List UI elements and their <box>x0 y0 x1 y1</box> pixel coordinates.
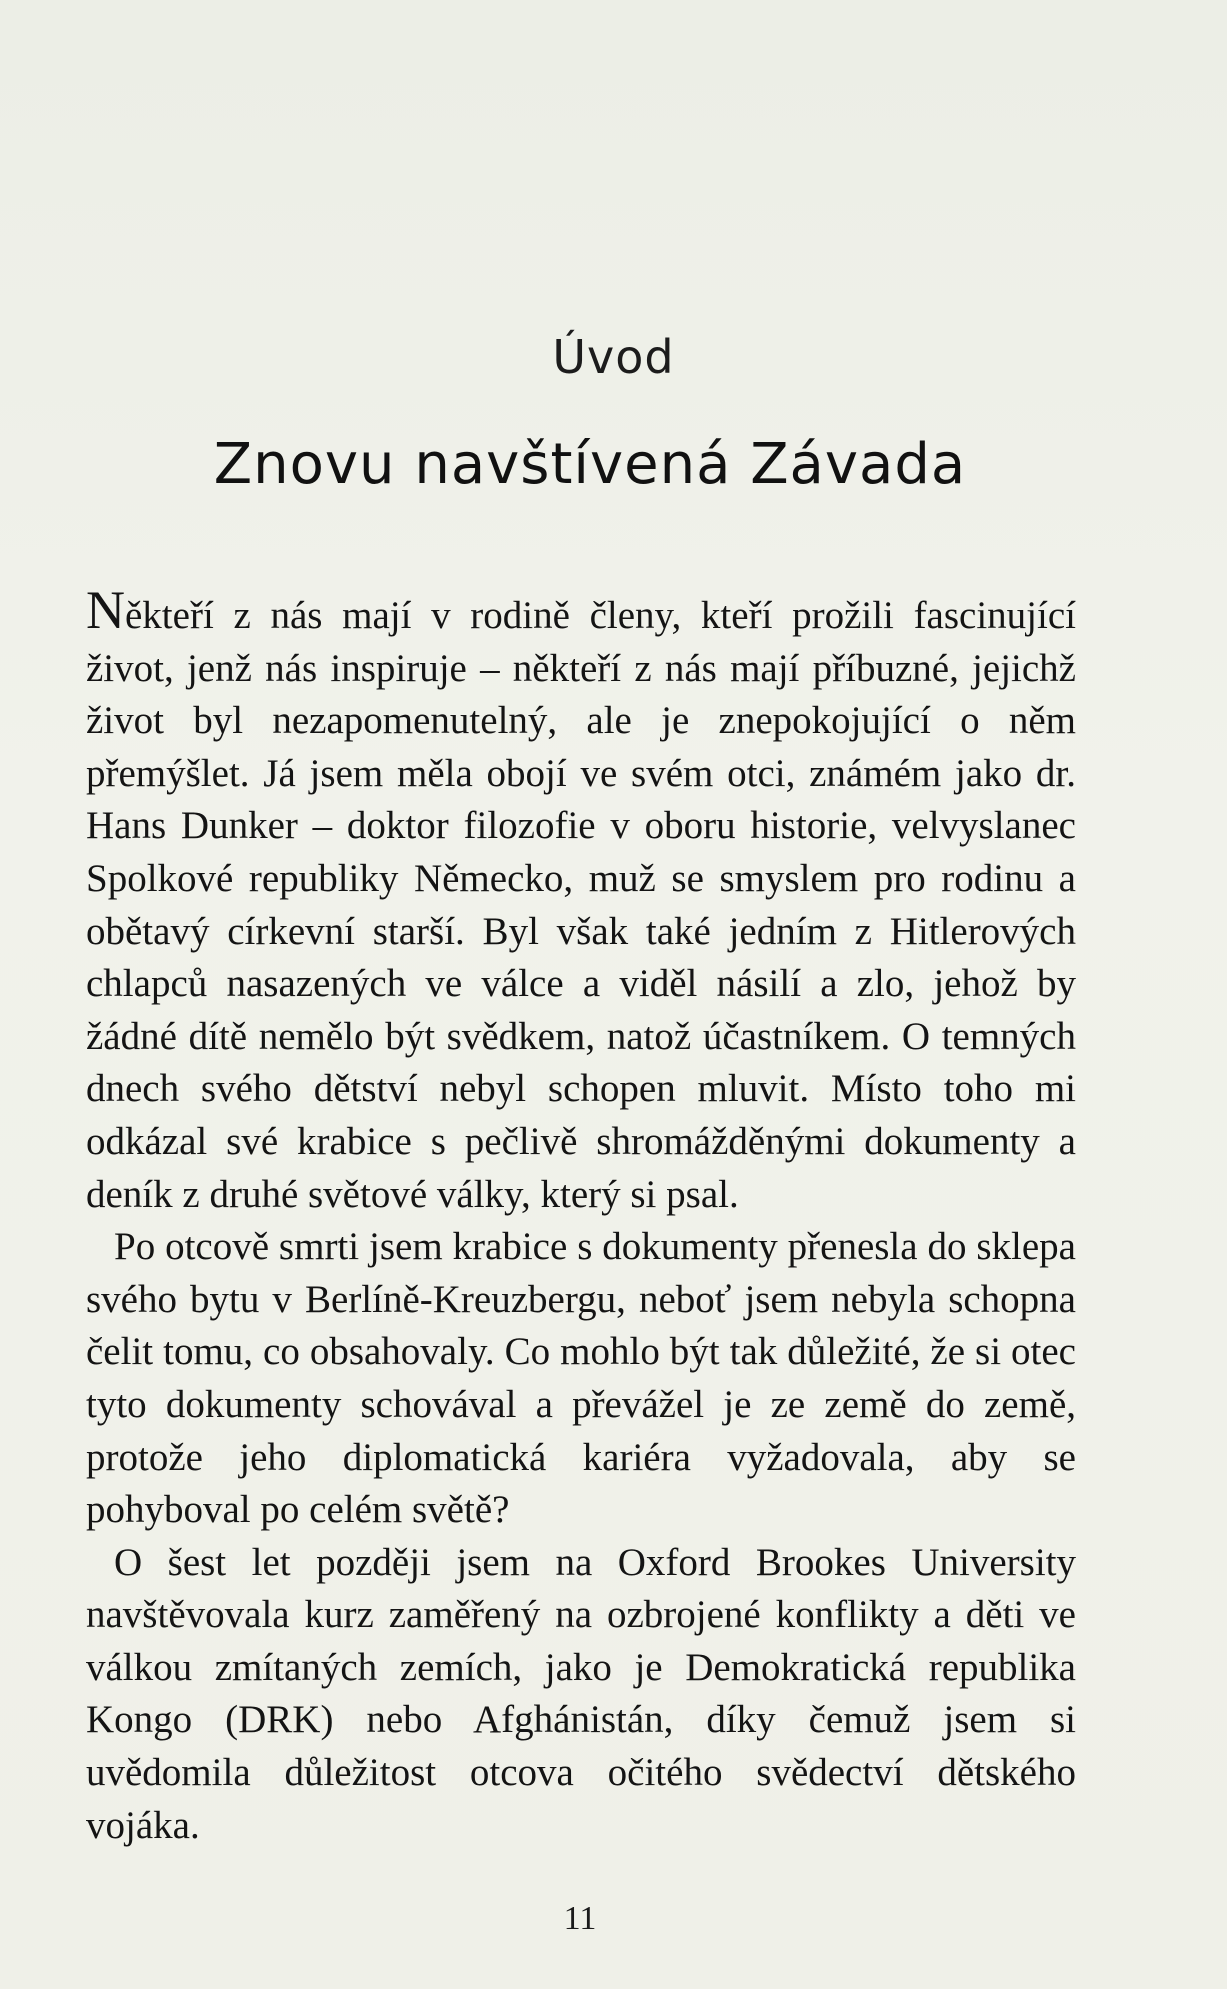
body-text <box>86 580 1076 1852</box>
chapter-title: Znovu navštívená Závada <box>213 432 967 497</box>
paragraph-1-text: ěkteří z nás mají v rodině členy, kteří prožili fascinující život, jenž nás inspiruje – někteří z nás mají příbuzné, jejichž život byl nezapomenutelný, ale je znepokojující o něm přemýšlet. Já jsem měla obojí ve svém otci, známém jako dr. Hans Dunker – doktor filozofie v oboru historie, velvyslanec Spolkové republiky Německo, muž se smyslem pro rodinu a obětavý církevní starší. Byl však také jedním z Hitlerových chlapců nasazených ve válce a viděl násilí a zlo, jehož by žádné dítě nemělo být svědkem, natož účastníkem. O temných dnech svého dětství nebyl schopen mluvit. Místo toho mi odkázal své krabice s pečlivě shromážděnými dokumenty a deník z druhé světové války, který si psal. <box>86 594 1076 1216</box>
paragraph-1 <box>86 580 1076 1221</box>
page-number: 11 <box>563 1900 597 1937</box>
chapter-label: Úvod <box>552 330 675 384</box>
paragraph-3: O šest let později jsem na Oxford Brookes University navštěvovala kurz zaměřený na ozbrojené konflikty a děti ve válkou zmítaných zemích, jako je Demokratická republika Kongo (DRK) nebo Afghánistán, díky čemuž jsem si uvědomila důležitost otcova očitého svědectví dětského vojáka. <box>86 1540 1076 1847</box>
drop-cap: N <box>86 580 125 640</box>
paragraph-2: Po otcově smrti jsem krabice s dokumenty přenesla do sklepa svého bytu v Berlíně-Kreuzbergu, neboť jsem nebyla schopna čelit tomu, co obsahovaly. Co mohlo být tak důležité, že si otec tyto dokumenty schovával a převážel je ze země do země, protože jeho diplomatická kariéra vyžadovala, aby se pohyboval po celém světě? <box>86 1225 1076 1532</box>
